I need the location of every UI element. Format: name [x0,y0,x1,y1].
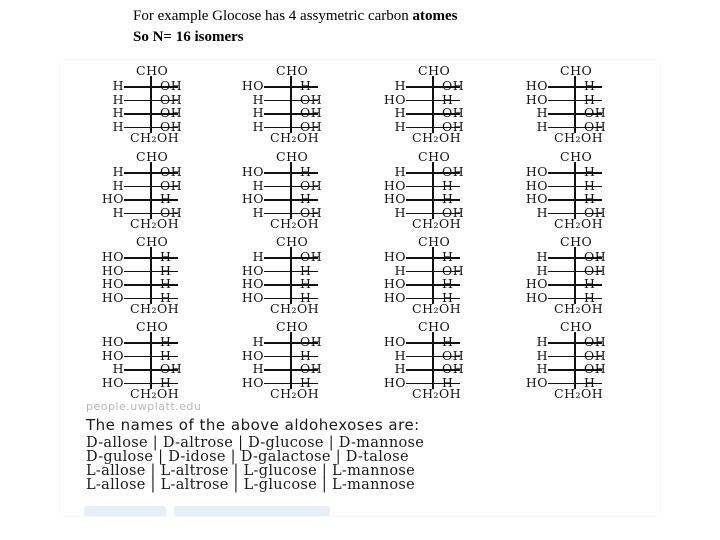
right-substituent: H [300,347,312,363]
left-substituent: HO [241,191,264,206]
left-substituent: H [536,262,548,278]
fischer-projection [80,320,210,400]
right-substituent: OH [300,204,323,220]
right-substituent: H [584,191,596,206]
fischer-projection [504,150,634,230]
left-substituent: HO [383,249,406,264]
left-substituent: H [394,105,406,120]
left-substituent: H [394,78,406,93]
right-substituent: H [584,289,596,305]
aldehyde-group: CHO [276,319,309,334]
fischer-projection [504,64,634,144]
carbon-chain-line [290,162,292,219]
carbon-chain-line [432,332,434,389]
caption-line-2: So N= 16 isomers [133,29,244,45]
left-substituent: HO [241,374,264,390]
right-substituent: OH [442,262,465,278]
fischer-projection [504,320,634,400]
fischer-image-panel [60,60,660,516]
right-substituent: H [160,347,172,363]
hydroxymethyl-group: CH₂OH [270,216,320,231]
left-substituent: H [252,91,264,107]
fischer-projection [220,235,350,315]
caption-line-1-bold: atomes [412,8,458,24]
right-substituent: OH [160,361,183,376]
hydroxymethyl-group: CH₂OH [412,130,462,145]
fischer-projection [220,150,350,230]
left-substituent: HO [525,177,548,193]
right-substituent: H [584,374,596,390]
right-substituent: OH [442,164,465,179]
hydroxymethyl-group: CH₂OH [130,130,180,145]
left-substituent: HO [383,91,406,107]
right-substituent: OH [584,118,607,134]
right-substituent: OH [300,361,323,376]
left-substituent: HO [241,347,264,363]
left-substituent: H [536,347,548,363]
right-substituent: OH [584,204,607,220]
fischer-projection [362,320,492,400]
right-substituent: H [442,249,454,264]
left-substituent: HO [101,191,124,206]
carbon-chain-line [432,247,434,304]
fischer-projection [362,235,492,315]
right-substituent: H [584,177,596,193]
right-substituent: H [584,91,596,107]
right-substituent: OH [160,78,183,93]
right-substituent: OH [584,249,607,264]
fischer-projection [362,150,492,230]
carbon-chain-line [432,76,434,133]
left-substituent: HO [383,374,406,390]
left-substituent: H [536,118,548,134]
left-substituent: H [536,334,548,349]
hydroxymethyl-group: CH₂OH [412,216,462,231]
right-substituent: H [584,78,596,93]
right-substituent: OH [160,91,183,107]
aldehyde-group: CHO [560,149,593,164]
right-substituent: OH [442,118,465,134]
right-substituent: OH [300,334,323,349]
right-substituent: OH [584,262,607,278]
left-substituent: HO [525,91,548,107]
aldehyde-group: CHO [136,319,169,334]
right-substituent: OH [442,347,465,363]
left-substituent: H [112,118,124,134]
left-substituent: H [112,105,124,120]
hydroxymethyl-group: CH₂OH [554,301,604,316]
names-line: L-allose | L-altrose | L-glucose | L-mannose [86,477,416,493]
carbon-chain-line [150,332,152,389]
right-substituent: H [442,334,454,349]
names-heading: The names of the above aldohexoses are: [86,416,420,434]
fischer-projection [504,235,634,315]
right-substituent: OH [300,177,323,193]
left-substituent: H [252,105,264,120]
right-substituent: H [300,78,312,93]
left-substituent: HO [525,289,548,305]
left-substituent: HO [383,334,406,349]
left-substituent: HO [383,289,406,305]
names-line: L-allose | L-altrose | L-glucose | L-mannose [86,463,416,479]
left-substituent: HO [101,276,124,291]
right-substituent: H [160,262,172,278]
right-substituent: H [160,374,172,390]
fischer-projection [80,64,210,144]
carbon-chain-line [290,247,292,304]
right-substituent: OH [584,334,607,349]
left-substituent: HO [525,78,548,93]
right-substituent: OH [160,204,183,220]
right-substituent: H [442,374,454,390]
left-substituent: HO [383,191,406,206]
left-substituent: H [536,249,548,264]
fischer-projection [220,320,350,400]
carbon-chain-line [432,162,434,219]
names-line: D-gulose | D-idose | D-galactose | D-talose [86,449,409,465]
aldehyde-group: CHO [276,149,309,164]
caption-line-1-text: For example Glocose has 4 assymetric carbon [133,8,413,24]
fischer-projection [80,235,210,315]
left-substituent: HO [241,289,264,305]
hydroxymethyl-group: CH₂OH [270,386,320,401]
left-substituent: HO [525,276,548,291]
left-substituent: H [394,204,406,220]
aldehyde-group: CHO [276,63,309,78]
hydroxymethyl-group: CH₂OH [130,216,180,231]
caption-line-1 [133,6,458,27]
carbon-chain-line [290,332,292,389]
left-substituent: H [394,361,406,376]
aldehyde-group: CHO [418,319,451,334]
right-substituent: H [442,177,454,193]
left-substituent: H [394,164,406,179]
left-substituent: HO [101,334,124,349]
hydroxymethyl-group: CH₂OH [130,386,180,401]
hydroxymethyl-group: CH₂OH [554,386,604,401]
left-substituent: H [112,361,124,376]
hydroxymethyl-group: CH₂OH [270,301,320,316]
left-substituent: H [394,347,406,363]
hydroxymethyl-group: CH₂OH [412,301,462,316]
hydroxymethyl-group: CH₂OH [412,386,462,401]
right-substituent: H [300,191,312,206]
right-substituent: OH [160,177,183,193]
left-substituent: H [252,361,264,376]
right-substituent: OH [442,204,465,220]
aldehyde-group: CHO [136,149,169,164]
right-substituent: H [442,91,454,107]
right-substituent: OH [300,91,323,107]
left-substituent: HO [383,276,406,291]
right-substituent: OH [584,105,607,120]
slide-caption [133,6,458,48]
right-substituent: H [160,249,172,264]
right-substituent: H [584,164,596,179]
right-substituent: H [584,276,596,291]
left-substituent: H [112,91,124,107]
image-button-1[interactable] [84,506,166,516]
image-credit: people.uwplatt.edu [86,400,202,413]
aldehyde-group: CHO [418,63,451,78]
right-substituent: OH [442,78,465,93]
left-substituent: HO [525,164,548,179]
right-substituent: H [160,289,172,305]
right-substituent: H [442,289,454,305]
right-substituent: OH [584,361,607,376]
right-substituent: H [300,164,312,179]
right-substituent: H [300,374,312,390]
left-substituent: HO [241,262,264,278]
right-substituent: OH [442,105,465,120]
left-substituent: HO [525,191,548,206]
left-substituent: HO [101,374,124,390]
fischer-projection [362,64,492,144]
names-line: D-allose | D-altrose | D-glucose | D-mannose [86,435,425,451]
names-list [86,436,424,492]
aldehyde-group: CHO [560,234,593,249]
left-substituent: H [536,105,548,120]
right-substituent: OH [160,118,183,134]
left-substituent: H [252,334,264,349]
left-substituent: HO [525,374,548,390]
left-substituent: HO [101,347,124,363]
left-substituent: H [536,361,548,376]
carbon-chain-line [150,76,152,133]
aldehyde-group: CHO [136,63,169,78]
right-substituent: H [442,191,454,206]
aldehyde-group: CHO [276,234,309,249]
left-substituent: H [112,78,124,93]
left-substituent: HO [241,164,264,179]
right-substituent: H [300,289,312,305]
carbon-chain-line [574,76,576,133]
right-substituent: OH [160,105,183,120]
aldehyde-group: CHO [418,149,451,164]
right-substituent: OH [300,118,323,134]
right-substituent: OH [300,249,323,264]
right-substituent: OH [300,105,323,120]
left-substituent: H [252,249,264,264]
carbon-chain-line [290,76,292,133]
aldehyde-group: CHO [560,319,593,334]
right-substituent: OH [160,164,183,179]
aldehyde-group: CHO [136,234,169,249]
left-substituent: H [252,177,264,193]
left-substituent: H [112,177,124,193]
left-substituent: HO [101,249,124,264]
right-substituent: H [160,334,172,349]
left-substituent: HO [241,276,264,291]
right-substituent: OH [584,347,607,363]
carbon-chain-line [150,247,152,304]
right-substituent: H [300,262,312,278]
hydroxymethyl-group: CH₂OH [554,216,604,231]
left-substituent: H [536,204,548,220]
left-substituent: HO [383,177,406,193]
left-substituent: HO [101,289,124,305]
carbon-chain-line [150,162,152,219]
aldehyde-group: CHO [560,63,593,78]
left-substituent: H [112,204,124,220]
right-substituent: H [160,191,172,206]
hydroxymethyl-group: CH₂OH [130,301,180,316]
carbon-chain-line [574,247,576,304]
left-substituent: H [252,204,264,220]
carbon-chain-line [574,162,576,219]
fischer-projection [80,150,210,230]
hydroxymethyl-group: CH₂OH [554,130,604,145]
left-substituent: HO [101,262,124,278]
right-substituent: H [442,276,454,291]
left-substituent: H [112,164,124,179]
image-button-2[interactable] [174,506,330,516]
left-substituent: HO [241,78,264,93]
right-substituent: H [160,276,172,291]
hydroxymethyl-group: CH₂OH [270,130,320,145]
right-substituent: OH [442,361,465,376]
left-substituent: H [394,118,406,134]
aldehyde-group: CHO [418,234,451,249]
carbon-chain-line [574,332,576,389]
fischer-projection [220,64,350,144]
right-substituent: H [300,276,312,291]
left-substituent: H [394,262,406,278]
left-substituent: H [252,118,264,134]
